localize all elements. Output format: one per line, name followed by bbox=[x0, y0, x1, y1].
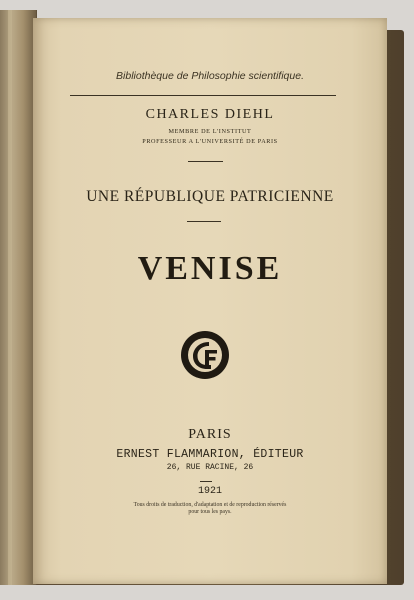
rights-notice: pour tous les pays. bbox=[188, 509, 232, 515]
publisher-name: ERNEST FLAMMARION, ÉDITEUR bbox=[116, 448, 304, 461]
publication-year: 1921 bbox=[197, 486, 222, 497]
spine-highlight bbox=[8, 10, 12, 585]
divider-rule bbox=[200, 481, 212, 482]
title-page bbox=[33, 18, 387, 584]
book-spine bbox=[0, 10, 37, 585]
author-name: CHARLES DIEHL bbox=[145, 107, 275, 122]
publisher-address: 26, RUE RACINE, 26 bbox=[166, 463, 254, 472]
divider-rule bbox=[70, 95, 336, 96]
book-title: VENISE bbox=[137, 250, 283, 287]
divider-rule bbox=[188, 161, 223, 162]
book-subtitle: UNE RÉPUBLIQUE PATRICIENNE bbox=[86, 188, 334, 205]
collection-name: Bibliothèque de Philosophie scientifique. bbox=[116, 70, 304, 82]
author-role: MEMBRE DE L'INSTITUT bbox=[168, 128, 252, 135]
divider-rule bbox=[187, 221, 221, 222]
rights-notice: Tous droits de traduction, d'adaptation et de reproduction réservés bbox=[133, 502, 287, 508]
publisher-city: PARIS bbox=[188, 427, 232, 442]
author-role: PROFESSEUR A L'UNIVERSITÉ DE PARIS bbox=[142, 138, 278, 145]
publisher-monogram-icon bbox=[178, 328, 232, 382]
